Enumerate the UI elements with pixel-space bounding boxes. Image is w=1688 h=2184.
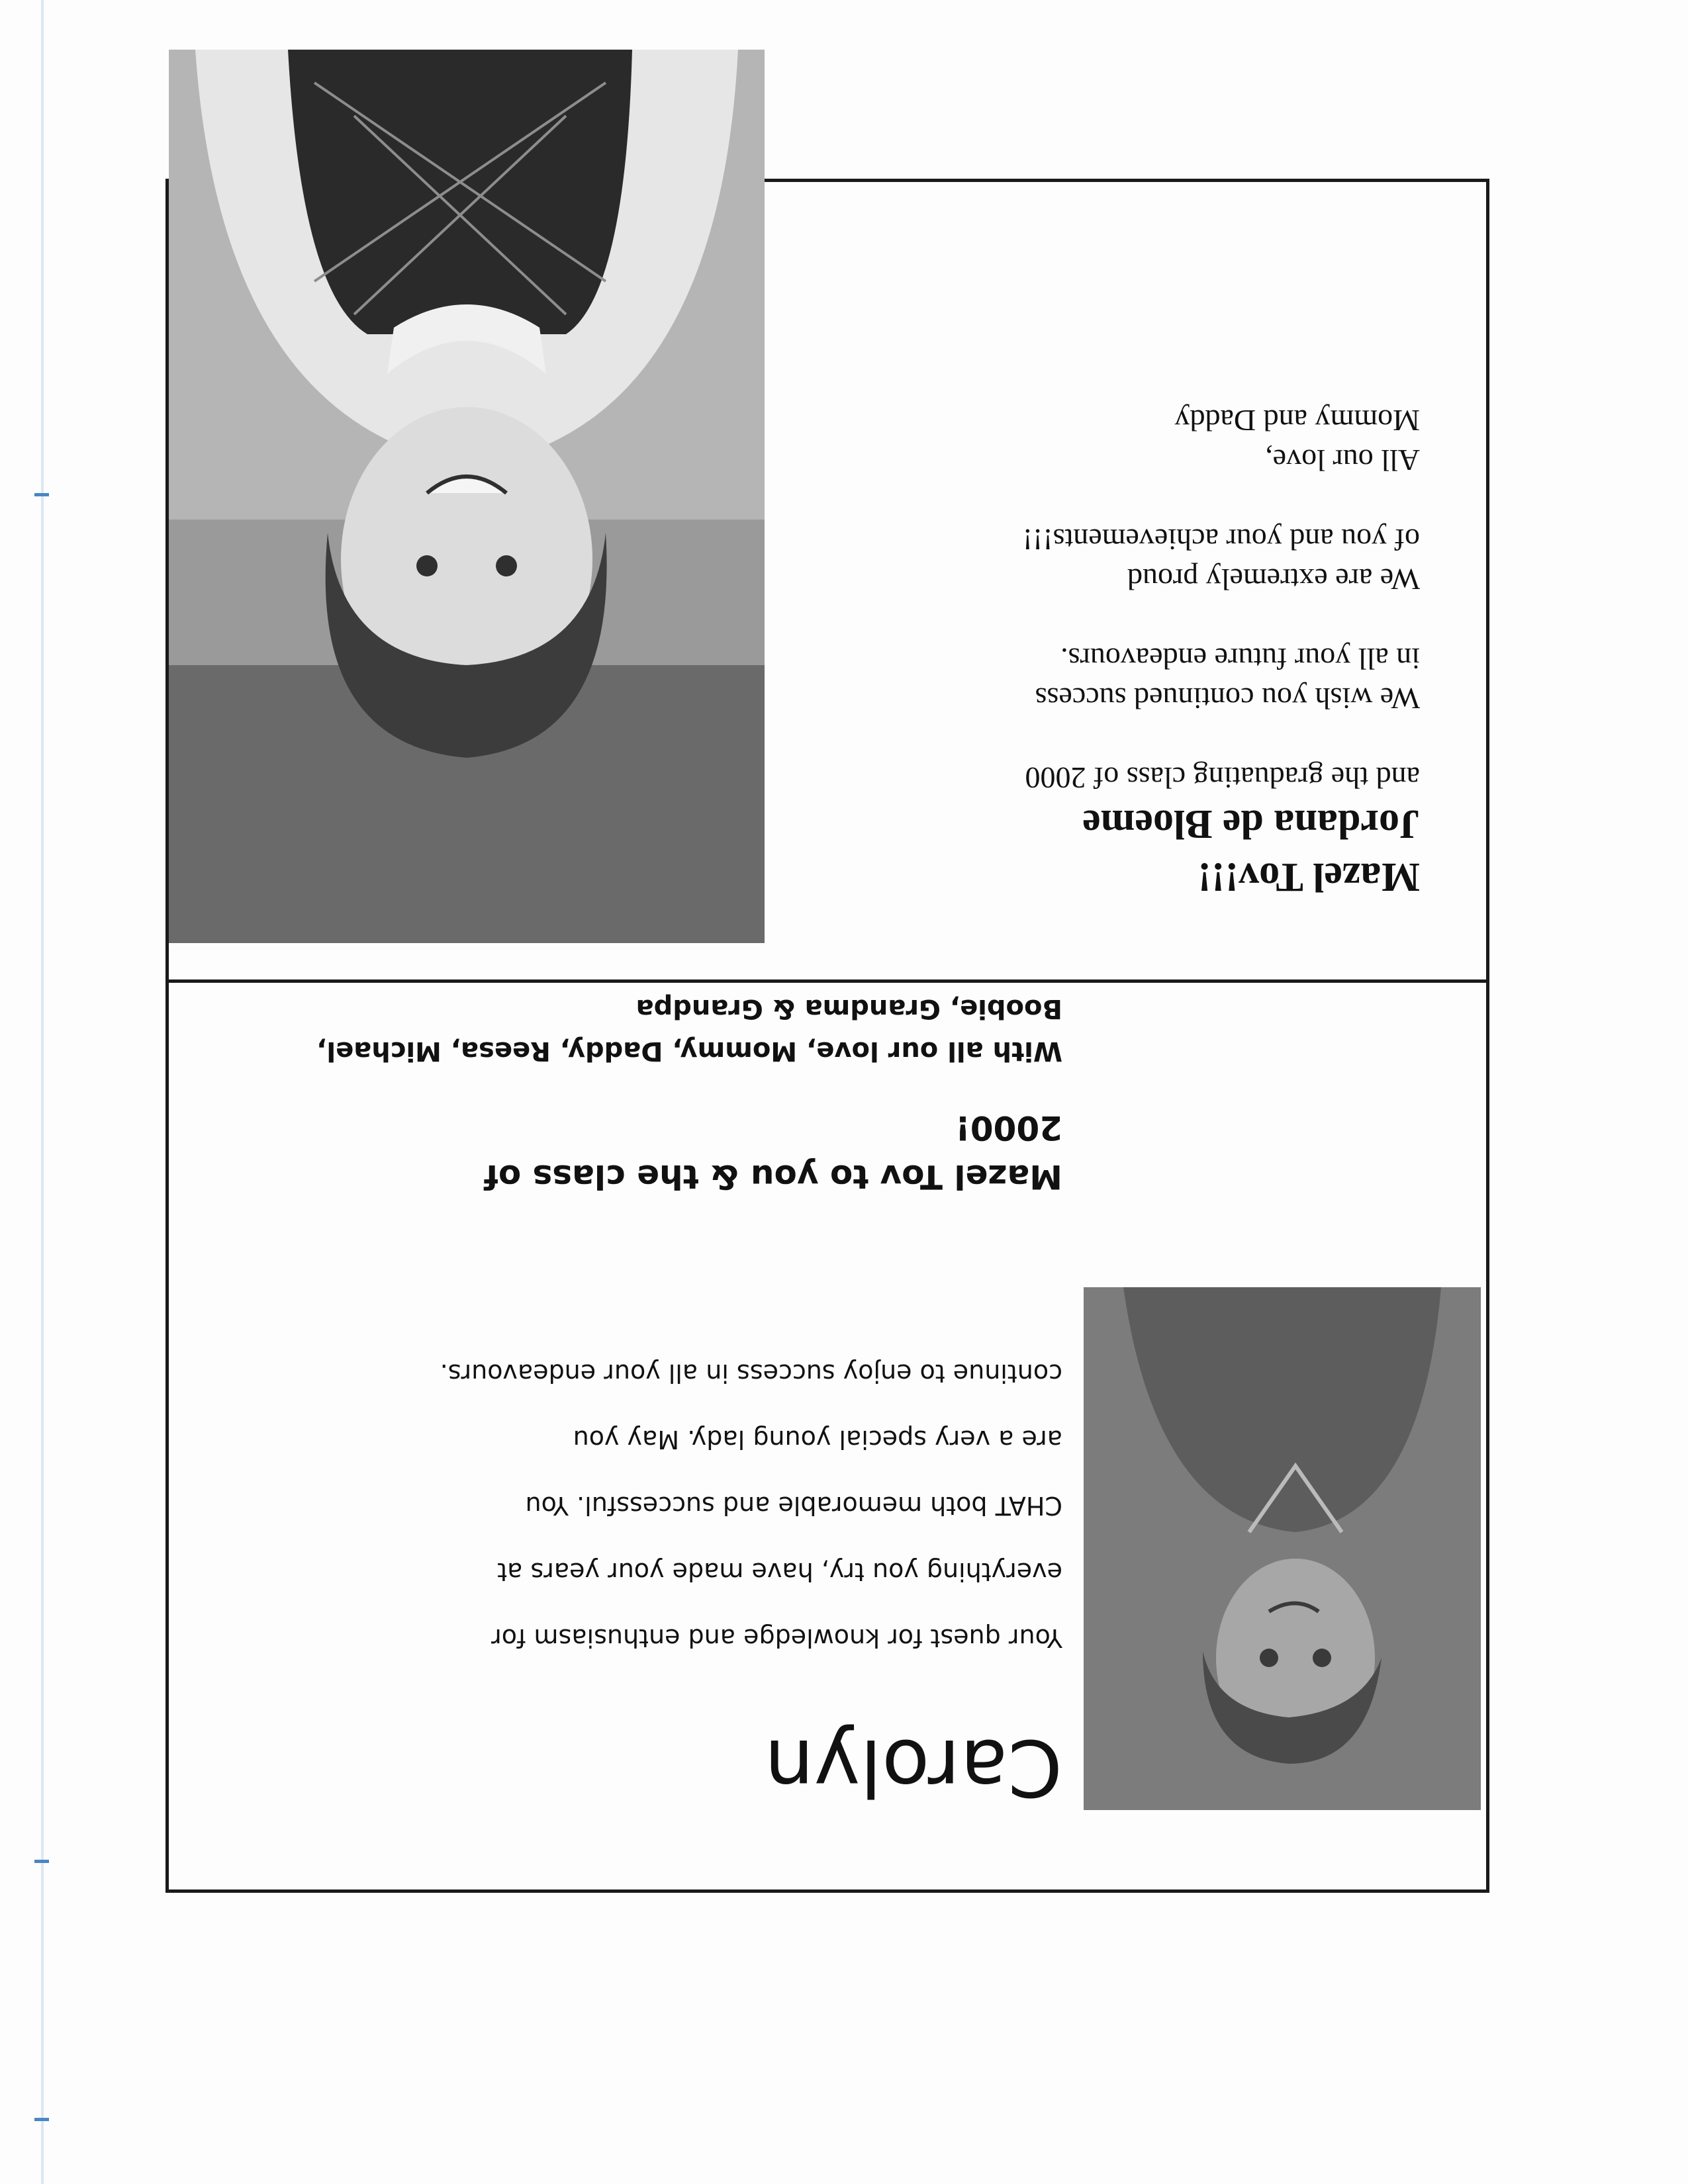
ad-frame bbox=[165, 179, 1489, 1893]
message-line: CHAT both memorable and successful. You bbox=[525, 1491, 1062, 1520]
carolyn-message bbox=[202, 1340, 1062, 1671]
paragraph-line: We are extremely proud bbox=[1127, 563, 1420, 596]
portrait-image bbox=[169, 50, 765, 943]
jordana-photo bbox=[169, 50, 765, 943]
jordana-subheading: and the graduating class of 2000 bbox=[1025, 761, 1420, 795]
headline-line: 2000! bbox=[955, 1109, 1062, 1147]
jordana-paragraph-1 bbox=[784, 639, 1420, 718]
jordana-signature bbox=[784, 400, 1420, 480]
signature-line: Mommy and Daddy bbox=[1174, 404, 1420, 437]
jordana-text-block bbox=[784, 400, 1420, 903]
paragraph-line: We wish you continued success bbox=[1035, 682, 1420, 715]
signature-line: With all our love, Mommy, Daddy, Reesa, Michael, bbox=[316, 1036, 1062, 1066]
message-line: continue to enjoy success in all your endeavours. bbox=[440, 1359, 1062, 1388]
portrait-image bbox=[1084, 1287, 1481, 1810]
carolyn-headline bbox=[202, 1103, 1062, 1201]
carolyn-signature bbox=[202, 987, 1062, 1072]
message-line: everything you try, have made your years at bbox=[497, 1557, 1062, 1586]
paragraph-line: in all your future endeavours. bbox=[1060, 642, 1420, 676]
heading-line: Mazel Tov!!! bbox=[1197, 854, 1420, 899]
jordana-heading bbox=[784, 797, 1420, 903]
paragraph-line: of you and your achievements!!! bbox=[1022, 523, 1420, 557]
message-line: are a very special young lady. May you bbox=[573, 1425, 1062, 1454]
jordana-paragraph-2 bbox=[784, 520, 1420, 599]
headline-line: Mazel Tov to you & the class of bbox=[484, 1158, 1062, 1196]
signature-line: Boobie, Grandma & Grandpa bbox=[635, 993, 1062, 1024]
message-line: Your quest for knowledge and enthusiasm for bbox=[491, 1623, 1062, 1653]
ad-divider bbox=[169, 979, 1486, 983]
carolyn-photo bbox=[1084, 1287, 1481, 1810]
signature-line: All our love, bbox=[1265, 443, 1420, 477]
heading-line: Jordana de Bloeme bbox=[1082, 801, 1420, 846]
carolyn-name-title: Carolyn bbox=[764, 1722, 1062, 1813]
